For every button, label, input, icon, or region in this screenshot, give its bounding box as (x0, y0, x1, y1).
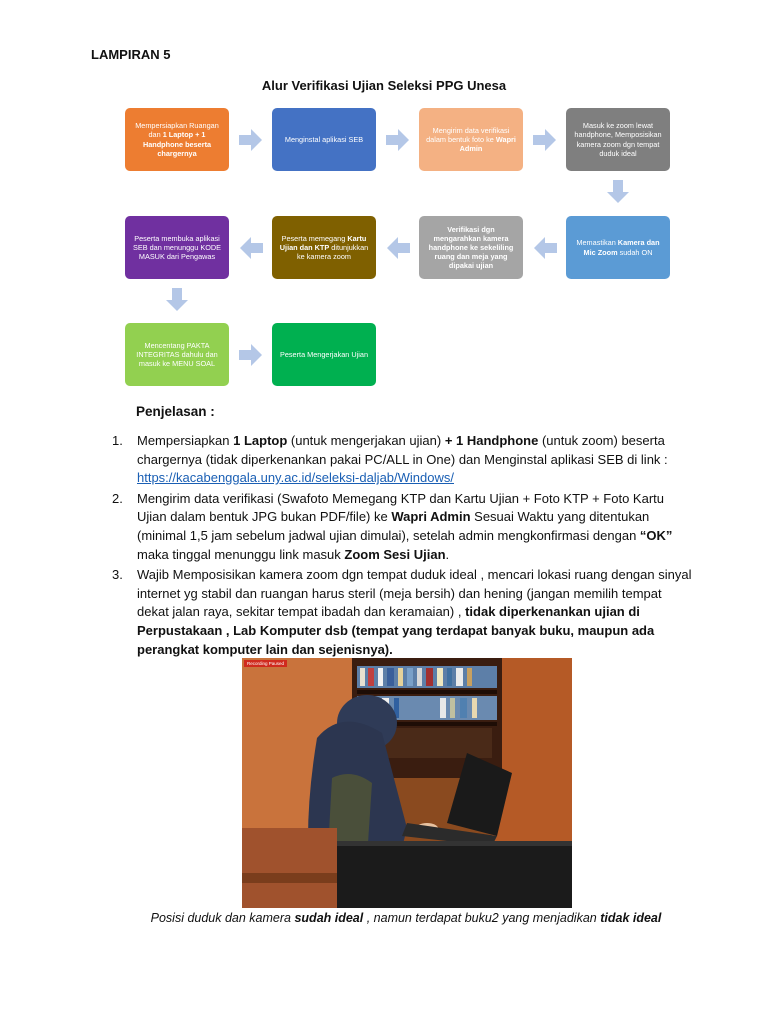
flow-step-text: Mengirim data verifikasi dalam bentuk foto ke (426, 125, 510, 144)
item-text: Sesuai Waktu yang ditentukan (minimal 1,5 jam sebelum jadwal ujian dimulai), setelah admin mengkonfirmasi dengan (137, 509, 650, 543)
list-number: 3. (112, 567, 123, 583)
flow-step-join-zoom (566, 108, 670, 171)
flow-step-text: Mencentang PAKTA INTEGRITAS dahulu dan masuk ke MENU SOAL (136, 340, 218, 369)
flow-step-show-id-cards (272, 216, 376, 279)
item-bold-text: tidak diperkenankan ujian di Perpustakaan , Lab Komputer dsb (tempat yang terdapat banyak buku, maupun ada perangkat komputer lain dan sejenisnya). (137, 604, 655, 657)
arrow-right-icon (239, 343, 263, 367)
flow-step-text: Verifikasi dgn mengarahkan kamera handphone ke sekeliling ruang dan meja yang dipakai ujian (428, 224, 514, 271)
flow-step-verify-room (419, 216, 523, 279)
list-item (112, 566, 692, 659)
example-photo (242, 658, 572, 908)
item-bold-text: Wapri Admin (391, 509, 471, 525)
seb-download-link[interactable]: https://kacabenggala.uny.ac.id/seleksi-daljab/Windows/ (137, 470, 454, 486)
arrow-down-icon (165, 288, 189, 312)
arrow-right-icon (386, 128, 410, 152)
flow-step-text: Masuk ke zoom lewat handphone, Memposisikan kamera zoom dgn tempat duduk ideal (574, 121, 662, 158)
list-number: 1. (112, 433, 123, 448)
item-text: maka tinggal menunggu link masuk (137, 546, 345, 562)
item-bold-text: Zoom Sesi Ujian (344, 546, 446, 562)
flow-step-bold-text: chargernya (157, 148, 197, 158)
flow-step-text: sudah ON (617, 247, 653, 257)
flow-step-open-seb (125, 216, 229, 279)
item-text: Wajib Memposisikan kamera zoom dgn tempat duduk ideal , mencari lokasi ruang dengan sinyal internet yg stabil dan ruangan harus steril (meja bersih) dan hening (jangan memilih tempat dekat jalan raya, sekitar tempat ibadah dan keramaian) , (137, 567, 692, 620)
flow-step-integrity-pact (125, 323, 229, 386)
flow-step-prepare-room (125, 108, 229, 171)
caption-text: Posisi duduk dan kamera (150, 911, 295, 925)
flow-step-text: Mempersiapkan Ruangan dan (135, 121, 219, 140)
explanation-title: Penjelasan : (136, 404, 215, 419)
flow-step-bold-text: 1 Laptop + 1 Handphone beserta (142, 130, 212, 149)
list-item (112, 432, 692, 488)
flow-step-bold-text: Kamera dan Mic Zoom (583, 238, 660, 257)
flow-step-text: Peserta Mengerjakan Ujian (279, 349, 368, 359)
item-text: (untuk mengerjakan ujian) (287, 433, 445, 448)
flow-step-take-exam (272, 323, 376, 386)
flow-step-text: Peserta memegang (281, 233, 348, 243)
item-text: . (445, 546, 450, 562)
arrow-down-icon (606, 180, 630, 204)
arrow-left-icon (239, 236, 263, 260)
item-text: Mempersiapkan (137, 433, 234, 448)
flow-step-text: Menginstal aplikasi SEB (284, 134, 364, 144)
flow-step-text: ditunjukkan ke kamera zoom (297, 242, 369, 262)
arrow-right-icon (239, 128, 263, 152)
list-number: 2. (112, 490, 123, 506)
item-bold-text: 1 Laptop (233, 433, 288, 448)
flow-step-bold-text: Wapri Admin (459, 134, 516, 154)
flow-step-check-camera-mic (566, 216, 670, 279)
flow-step-install-seb (272, 108, 376, 171)
flowchart-title: Alur Verifikasi Ujian Seleksi PPG Unesa (261, 78, 507, 93)
item-bold-text: + 1 Handphone (444, 433, 539, 448)
caption-bold-text: sudah ideal (294, 911, 364, 925)
photo-illustration (242, 658, 572, 908)
item-bold-text: “OK” (639, 527, 673, 543)
flow-step-text: Memastikan (576, 238, 618, 248)
arrow-right-icon (533, 128, 557, 152)
recording-paused-badge: Recording Paused (244, 660, 287, 667)
caption-text: , namun terdapat buku2 yang menjadikan (363, 911, 601, 925)
photo-caption (0, 911, 768, 925)
page-heading: LAMPIRAN 5 (91, 47, 171, 62)
list-item (112, 490, 692, 564)
flow-step-send-verification (419, 108, 523, 171)
flow-step-text: Peserta membuka aplikasi SEB dan menunggu KODE MASUK dari Pengawas (132, 233, 222, 262)
arrow-left-icon (533, 236, 557, 260)
explanation-list (112, 432, 692, 661)
item-text: Mengirim data verifikasi (Swafoto Memegang KTP dan Kartu Ujian + Foto KTP + Foto Kartu Ujian dalam bentuk JPG bukan PDF/file) ke (137, 490, 664, 525)
flow-step-bold-text: Kartu Ujian dan KTP (279, 233, 367, 252)
arrow-left-icon (386, 236, 410, 260)
caption-bold-text: tidak ideal (600, 911, 662, 925)
item-text: (untuk zoom) beserta chargernya (tidak diperkenankan pakai PC/ALL in One) dan Menginstal aplikasi SEB di link : (137, 433, 668, 467)
